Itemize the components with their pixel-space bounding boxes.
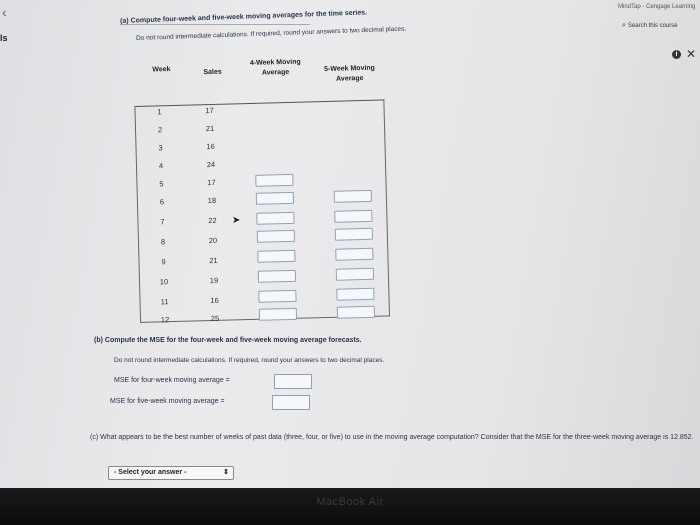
side-label: ls (0, 33, 8, 43)
close-icon[interactable]: ✕ (686, 47, 697, 61)
sales-cell: 17 (205, 105, 214, 116)
sales-cell: 19 (209, 275, 219, 286)
four-week-input-week-12[interactable] (259, 308, 297, 321)
week-cell: 2 (157, 125, 163, 135)
moving-average-table (133, 45, 390, 323)
mse-four-week-label: MSE for four-week moving average = (114, 377, 230, 384)
five-week-input-week-8[interactable] (335, 228, 373, 241)
table-body (134, 99, 390, 325)
sales-cell: 20 (208, 235, 218, 246)
four-week-input-week-7[interactable] (256, 212, 294, 225)
week-cell: 3 (158, 143, 163, 153)
mse-five-week-label: MSE for five-week moving average = (110, 398, 225, 405)
mouse-pointer-icon: ➤ (232, 215, 241, 226)
select-arrows-icon: ⇕ (223, 469, 229, 476)
sales-cell: 16 (206, 141, 215, 152)
sales-cell: 16 (210, 295, 219, 306)
table-header (133, 45, 384, 107)
best-weeks-select[interactable] (108, 466, 234, 480)
week-cell: 12 (160, 315, 170, 325)
header-four-week: 4-Week Moving Average (249, 58, 301, 77)
header-five-week: 5-Week Moving Average (324, 64, 376, 83)
four-week-input-week-6[interactable] (256, 192, 294, 205)
week-cell: 1 (157, 107, 162, 117)
part-a-note: Do not round intermediate calculations. If required, round your answers to two decimal places. (136, 25, 407, 42)
five-week-input-week-11[interactable] (336, 288, 374, 301)
five-week-input-week-10[interactable] (336, 268, 374, 281)
four-week-input-week-10[interactable] (258, 270, 296, 283)
week-cell: 8 (160, 237, 166, 247)
part-b-title: (b) Compute the MSE for the four-week and five-week moving average forecasts. (94, 337, 362, 344)
four-week-input-week-5[interactable] (255, 174, 293, 187)
sales-cell: 24 (206, 159, 216, 170)
five-week-input-week-9[interactable] (335, 248, 373, 261)
week-cell: 11 (160, 297, 169, 307)
sales-cell: 17 (207, 177, 216, 188)
info-icon[interactable]: i (672, 50, 681, 59)
bezel-label: MacBook Air (316, 496, 384, 508)
part-b-note: Do not round intermediate calculations. If required, round your answers to two decimal places. (114, 357, 385, 364)
week-cell: 6 (159, 197, 165, 207)
sales-cell: 22 (208, 215, 217, 226)
header-sales: Sales (203, 68, 222, 77)
five-week-input-week-7[interactable] (334, 210, 372, 223)
week-cell: 4 (158, 161, 164, 171)
search-label: Search this course (627, 23, 678, 29)
week-cell: 7 (160, 217, 165, 227)
four-week-input-week-11[interactable] (258, 290, 296, 303)
sales-cell: 18 (207, 195, 217, 206)
five-week-input-week-6[interactable] (334, 190, 372, 203)
search-link[interactable] (622, 22, 678, 30)
back-chevron-icon[interactable]: ‹ (2, 4, 7, 20)
sales-cell: 25 (210, 313, 220, 324)
sales-cell: 21 (209, 255, 218, 266)
week-cell: 5 (159, 179, 164, 189)
sales-cell: 21 (205, 123, 215, 134)
mse-five-week-input[interactable] (272, 395, 310, 410)
search-icon: ⌕ (622, 22, 626, 29)
week-cell: 9 (161, 257, 166, 267)
part-a-title: (a) Compute four-week and five-week moving averages for the time series. (120, 9, 368, 25)
brand-text: MindTap - Cengage Learning (618, 4, 696, 10)
week-cell: 10 (159, 277, 169, 287)
four-week-input-week-8[interactable] (257, 230, 295, 243)
header-week: Week (152, 66, 171, 74)
five-week-input-week-12[interactable] (337, 306, 375, 319)
select-label: - Select your answer - (114, 469, 187, 476)
four-week-input-week-9[interactable] (257, 250, 295, 263)
mse-four-week-input[interactable] (274, 374, 312, 389)
part-c-question: (c) What appears to be the best number of weeks of past data (three, four, or five) to use in the moving average computation? Consider that the MSE for the three-week moving average is 12.852. (90, 434, 694, 441)
